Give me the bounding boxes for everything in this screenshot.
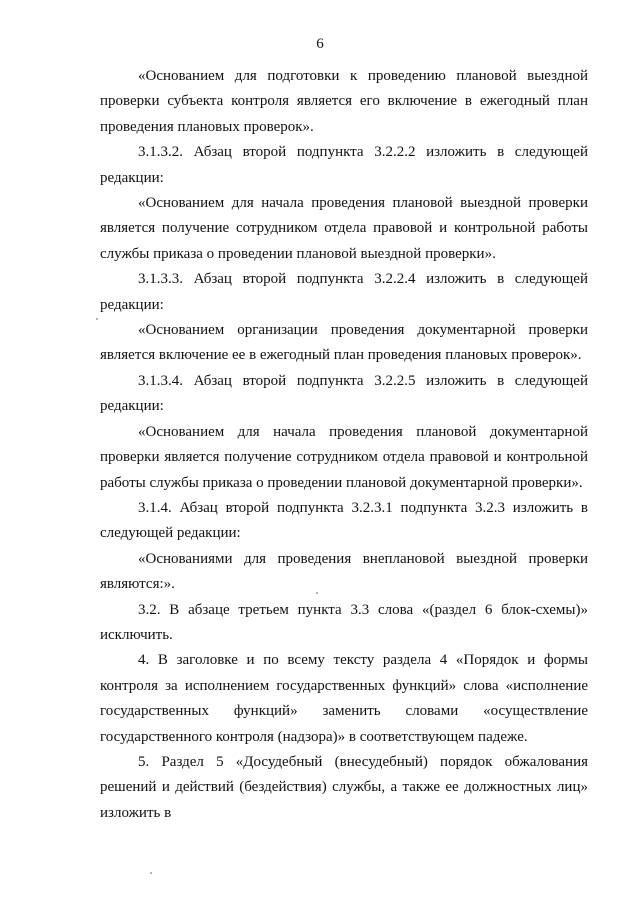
paragraph-quote-planned-documentary-start: «Основанием для начала проведения плановой документарной проверки является получение сотрудником отдела правовой и контрольной работы службы приказа о проведении плановой документарной проверки». <box>100 423 588 491</box>
scan-speck <box>96 318 98 320</box>
paragraph-clause-3-1-4: 3.1.4. Абзац второй подпункта 3.2.3.1 подпункта 3.2.3 изложить в следующей редакции: <box>100 499 588 542</box>
scan-speck <box>150 872 152 874</box>
scan-speck <box>316 592 318 594</box>
document-body <box>100 64 588 826</box>
paragraph-clause-4: 4. В заголовке и по всему тексту раздела 4 «Порядок и формы контроля за исполнением государственных функций» слова «исполнение государственных функций» заменить словами «осуществление государственного контроля (надзора)» в соответствующем падеже. <box>100 652 588 745</box>
paragraph-quote-unplanned-onsite-grounds: «Основаниями для проведения внеплановой выездной проверки являются:». <box>100 550 588 593</box>
paragraph-quote-planned-onsite-start: «Основанием для начала проведения плановой выездной проверки является получение сотрудником отдела правовой и контрольной работы службы приказа о проведении плановой выездной проверки». <box>100 195 588 262</box>
paragraph-quote-documentary-organization: «Основанием организации проведения документарной проверки является включение ее в ежегодный план проведения плановых проверок». <box>100 322 588 364</box>
page-number: 6 <box>316 36 324 52</box>
paragraph-clause-3-1-3-3: 3.1.3.3. Абзац второй подпункта 3.2.2.4 изложить в следующей редакции: <box>100 271 588 313</box>
paragraph-quote-planned-onsite-preparation: «Основанием для подготовки к проведению плановой выездной проверки субъекта контроля является его включение в ежегодный план проведения плановых проверок». <box>100 68 588 135</box>
paragraph-clause-3-1-3-2: 3.1.3.2. Абзац второй подпункта 3.2.2.2 изложить в следующей редакции: <box>100 144 588 186</box>
paragraph-clause-5: 5. Раздел 5 «Досудебный (внесудебный) порядок обжалования решений и действий (бездействия) службы, а также ее должностных лиц» изложить в <box>100 753 588 821</box>
paragraph-clause-3-2: 3.2. В абзаце третьем пункта 3.3 слова «(раздел 6 блок-схемы)» исключить. <box>100 601 588 643</box>
paragraph-clause-3-1-3-4: 3.1.3.4. Абзац второй подпункта 3.2.2.5 изложить в следующей редакции: <box>100 372 588 415</box>
